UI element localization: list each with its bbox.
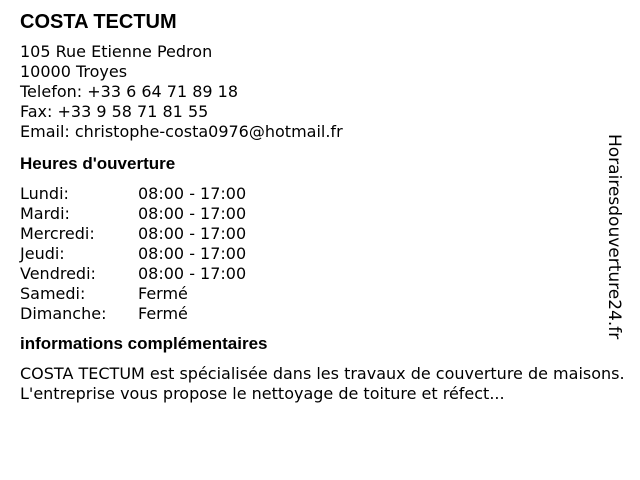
hours-time: 08:00 - 17:00 [138,184,247,203]
business-description: COSTA TECTUM est spécialisée dans les travaux de couverture de maisons. L'entreprise vous propose le nettoyage de toiture et réfect... [20,364,625,403]
fax-number: Fax: +33 9 58 71 81 55 [20,102,209,121]
hours-time: 08:00 - 17:00 [138,244,247,263]
opening-hours-table [20,184,612,324]
site-watermark: Horairesdouverture24.fr [604,134,624,340]
hours-row [20,184,612,204]
hours-row [20,264,612,284]
hours-day: Mercredi: [20,224,95,243]
address-city: 10000 Troyes [20,62,128,81]
email-address: Email: christophe-costa0976@hotmail.fr [20,122,343,141]
hours-day: Mardi: [20,204,70,223]
opening-hours-title: Heures d'ouverture [20,154,176,173]
hours-row [20,204,612,224]
hours-time: Fermé [138,284,188,303]
phone-number: Telefon: +33 6 64 71 89 18 [20,82,239,101]
business-name: COSTA TECTUM [20,11,177,33]
additional-info-title: informations complémentaires [20,334,268,353]
hours-day: Samedi: [20,284,86,303]
hours-day: Lundi: [20,184,69,203]
hours-time: Fermé [138,304,188,323]
hours-day: Jeudi: [20,244,65,263]
hours-row [20,284,612,304]
hours-row [20,304,612,324]
hours-time: 08:00 - 17:00 [138,224,247,243]
hours-row [20,224,612,244]
hours-day: Dimanche: [20,304,107,323]
hours-day: Vendredi: [20,264,96,283]
hours-time: 08:00 - 17:00 [138,204,247,223]
hours-row [20,244,612,264]
hours-time: 08:00 - 17:00 [138,264,247,283]
address-street: 105 Rue Etienne Pedron [20,42,213,61]
